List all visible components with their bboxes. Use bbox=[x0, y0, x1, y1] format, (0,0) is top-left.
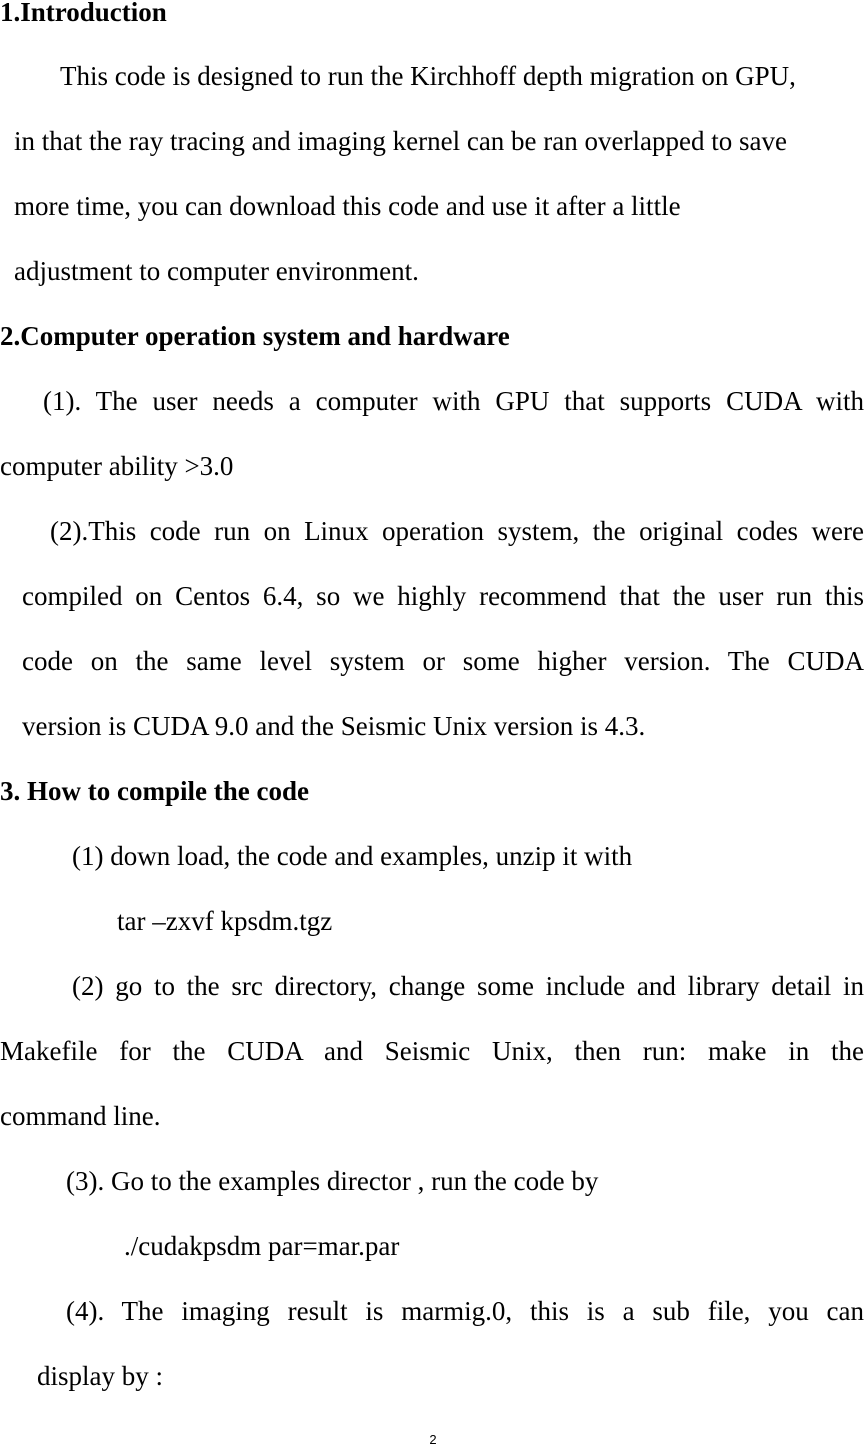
paragraph-line: This code is designed to run the Kirchhoff depth migration on GPU, bbox=[60, 61, 796, 91]
section-heading-introduction: 1.Introduction bbox=[0, 0, 167, 27]
paragraph-line: code on the same level system or some higher version. The CUDA bbox=[22, 646, 864, 676]
paragraph-line: compiled on Centos 6.4, so we highly recommend that the user run this bbox=[22, 581, 864, 611]
section-heading-os-hardware: 2.Computer operation system and hardware bbox=[0, 321, 510, 351]
paragraph-line: (2) go to the src directory, change some include and library detail in bbox=[72, 971, 864, 1001]
paragraph-line: adjustment to computer environment. bbox=[14, 256, 419, 286]
paragraph-line: computer ability >3.0 bbox=[0, 451, 234, 481]
paragraph-line: more time, you can download this code and use it after a little bbox=[14, 191, 681, 221]
paragraph-line: display by : bbox=[37, 1361, 163, 1391]
paragraph-line: (1). The user needs a computer with GPU that supports CUDA with bbox=[43, 386, 864, 416]
paragraph-line: Makefile for the CUDA and Seismic Unix, then run: make in the bbox=[0, 1036, 864, 1066]
page-number: 2 bbox=[429, 1432, 437, 1447]
paragraph-line: command line. bbox=[0, 1101, 161, 1131]
paragraph-line: (2).This code run on Linux operation system, the original codes were bbox=[50, 516, 864, 546]
paragraph-line: (4). The imaging result is marmig.0, this is a sub file, you can bbox=[66, 1296, 864, 1326]
paragraph-line: version is CUDA 9.0 and the Seismic Unix version is 4.3. bbox=[22, 711, 646, 741]
paragraph-line: (1) down load, the code and examples, unzip it with bbox=[72, 841, 633, 871]
command-line-text: tar –zxvf kpsdm.tgz bbox=[117, 906, 333, 936]
command-line-text: ./cudakpsdm par=mar.par bbox=[124, 1231, 400, 1261]
section-heading-compile: 3. How to compile the code bbox=[0, 776, 309, 806]
paragraph-line: (3). Go to the examples director , run the code by bbox=[66, 1166, 599, 1196]
paragraph-line: in that the ray tracing and imaging kernel can be ran overlapped to save bbox=[14, 126, 787, 156]
